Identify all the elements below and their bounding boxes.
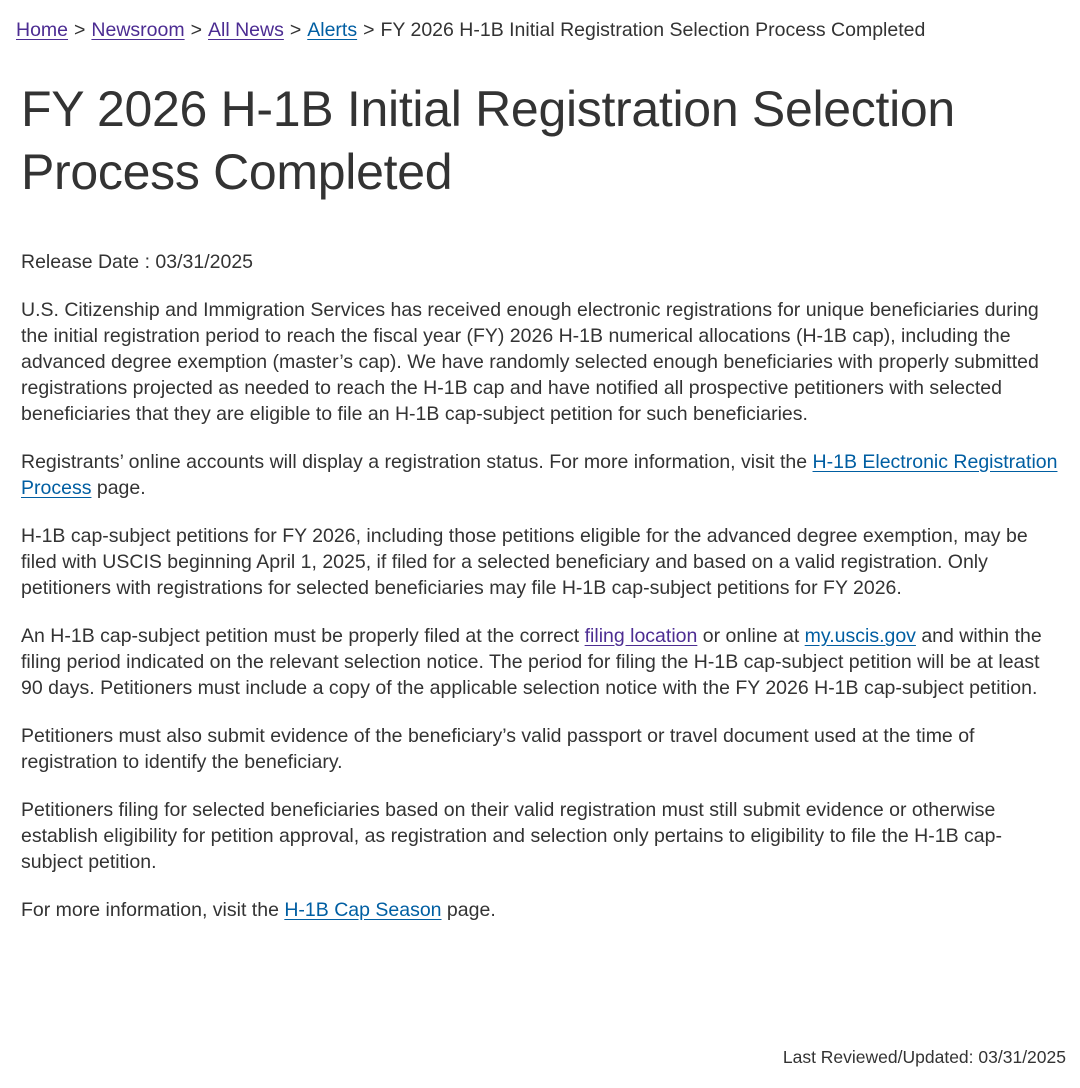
breadcrumb-separator: >: [74, 19, 86, 41]
my-uscis-link[interactable]: my.uscis.gov: [804, 625, 916, 647]
article-body: [21, 297, 1061, 945]
paragraph-more-info: [21, 897, 1061, 923]
paragraph-eligibility: Petitioners filing for selected beneficiaries based on their valid registration must still submit evidence or otherwise establish eligibility for petition approval, as registration and selection only pertains to eligibility to file the H-1B cap-subject petition.: [21, 799, 1002, 873]
paragraph-intro: U.S. Citizenship and Immigration Services has received enough electronic registrations for unique beneficiaries during the initial registration period to reach the fiscal year (FY) 2026 H-1B numerical allocations (H-1B cap), including the advanced degree exemption (master’s cap). We have randomly selected enough beneficiaries with properly submitted registrations projected as needed to reach the H-1B cap and have notified all prospective petitioners with selected beneficiaries that they are eligible to file an H-1B cap-subject petition for such beneficiaries.: [21, 299, 1039, 425]
last-reviewed: [783, 1044, 1066, 1070]
paragraph-text: Registrants’ online accounts will display a registration status. For more information, visit the: [21, 451, 813, 473]
paragraph-registration-status: [21, 449, 1061, 501]
release-date: [21, 248, 253, 276]
breadcrumb-current-page: FY 2026 H-1B Initial Registration Selection Process Completed: [380, 19, 926, 41]
paragraph-text: or online at: [697, 625, 805, 647]
paragraph-text: An H-1B cap-subject petition must be properly filed at the correct: [21, 625, 585, 647]
release-date-value: 03/31/2025: [155, 251, 254, 273]
page-title: FY 2026 H-1B Initial Registration Selection Process Completed: [21, 81, 955, 200]
h1b-cap-season-link[interactable]: H-1B Cap Season: [284, 899, 442, 921]
breadcrumb: [16, 16, 925, 44]
release-date-label: Release Date :: [21, 251, 150, 273]
paragraph-passport: Petitioners must also submit evidence of the beneficiary’s valid passport or travel document used at the time of registration to identify the beneficiary.: [21, 725, 975, 773]
paragraph-filing-start: H-1B cap-subject petitions for FY 2026, including those petitions eligible for the advanced degree exemption, may be filed with USCIS beginning April 1, 2025, if filed for a selected beneficiary and based on a valid registration. Only petitioners with registrations for selected beneficiaries may file H-1B cap-subject petitions for FY 2026.: [21, 525, 1028, 599]
filing-location-link[interactable]: filing location: [584, 625, 698, 647]
paragraph-text: For more information, visit the: [21, 899, 285, 921]
last-reviewed-date: 03/31/2025: [978, 1047, 1066, 1067]
breadcrumb-home-link[interactable]: Home: [16, 19, 69, 41]
breadcrumb-separator: >: [190, 19, 202, 41]
breadcrumb-all-news-link[interactable]: All News: [208, 19, 284, 41]
paragraph-text: page.: [91, 477, 146, 499]
breadcrumb-separator: >: [363, 19, 375, 41]
breadcrumb-newsroom-link[interactable]: Newsroom: [91, 19, 185, 41]
paragraph-text: and within the filing period indicated on the relevant selection notice. The period for filing the H-1B cap-subject petition will be at least 90 days. Petitioners must include a copy of the applicable selection notice with the FY 2026 H-1B cap-subject petition.: [21, 625, 1042, 699]
h1b-electronic-registration-link[interactable]: H-1B Electronic Registration Process: [21, 451, 1058, 499]
paragraph-text: page.: [441, 899, 496, 921]
breadcrumb-alerts-link[interactable]: Alerts: [307, 19, 358, 41]
last-reviewed-label: Last Reviewed/Updated:: [782, 1047, 974, 1067]
paragraph-filing-location: [21, 623, 1061, 701]
breadcrumb-separator: >: [289, 19, 302, 41]
